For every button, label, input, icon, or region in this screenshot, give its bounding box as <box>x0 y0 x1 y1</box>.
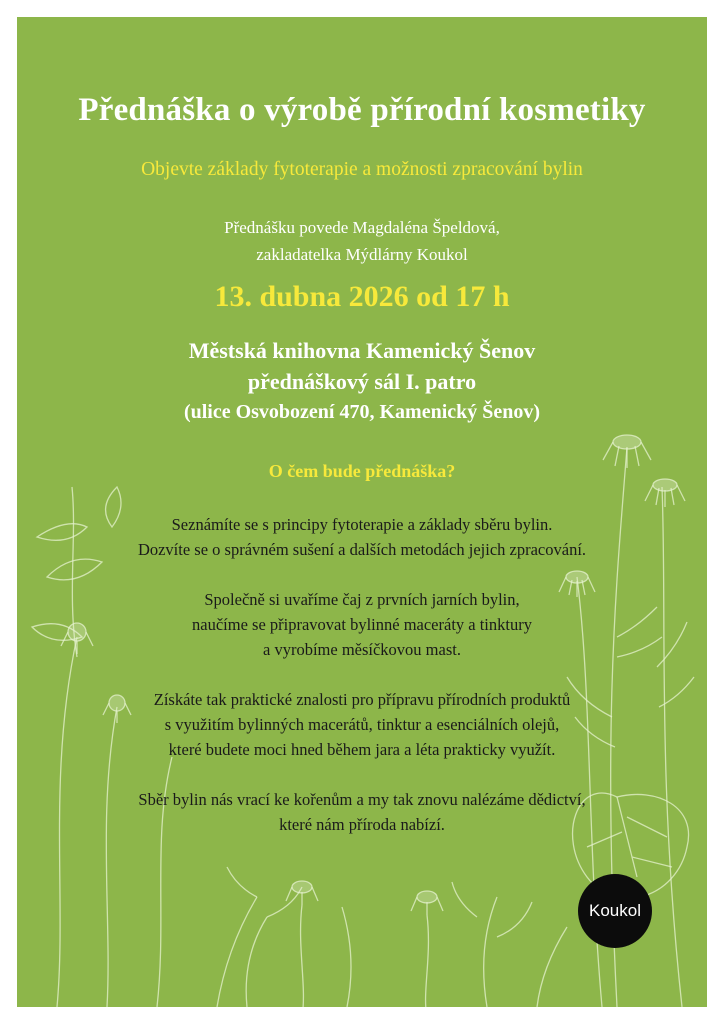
paragraph-line: naučíme se připravovat bylinné maceráty a tinktury <box>192 615 532 634</box>
poster <box>17 17 707 1007</box>
paragraph-line: s využitím bylinných macerátů, tinktur a esenciálních olejů, <box>164 715 560 734</box>
poster-subtitle: Objevte základy fytoterapie a možnosti zpracování bylin <box>141 159 583 180</box>
paragraph-line: které nám příroda nabízí. <box>279 815 445 834</box>
lecturer-line: Přednášku povede Magdaléna Špeldová, <box>224 218 500 237</box>
venue-room: přednáškový sál I. patro <box>247 369 477 394</box>
lecturer-line: zakladatelka Mýdlárny Koukol <box>256 245 468 264</box>
section-heading: O čem bude přednáška? <box>268 461 456 481</box>
description-paragraph <box>17 587 707 662</box>
poster-title: Přednáška o výrobě přírodní kosmetiky <box>78 92 646 128</box>
paragraph-line: Sběr bylin nás vrací ke kořenům a my tak znovu nalézáme dědictví, <box>138 790 586 809</box>
koukol-logo: Koukol <box>578 874 652 948</box>
description-paragraph <box>17 787 707 837</box>
description-paragraph <box>17 687 707 762</box>
paragraph-line: Společně si uvaříme čaj z prvních jarních bylin, <box>204 590 520 609</box>
paragraph-line: Dozvíte se o správném sušení a dalších metodách jejich zpracování. <box>137 540 587 559</box>
venue-address: (ulice Osvobození 470, Kamenický Šenov) <box>183 401 541 423</box>
paragraph-line: Získáte tak praktické znalosti pro přípravu přírodních produktů <box>153 690 571 709</box>
paragraph-line: a vyrobíme měsíčkovou mast. <box>263 640 461 659</box>
event-date: 13. dubna 2026 od 17 h <box>214 280 510 313</box>
venue-info <box>17 335 707 428</box>
description-paragraph <box>17 512 707 562</box>
lecturer-info <box>17 214 707 268</box>
venue-name: Městská knihovna Kamenický Šenov <box>188 338 536 363</box>
paragraph-line: Seznámíte se s principy fytoterapie a základy sběru bylin. <box>171 515 553 534</box>
paragraph-line: které budete moci hned během jara a léta prakticky využít. <box>168 740 556 759</box>
